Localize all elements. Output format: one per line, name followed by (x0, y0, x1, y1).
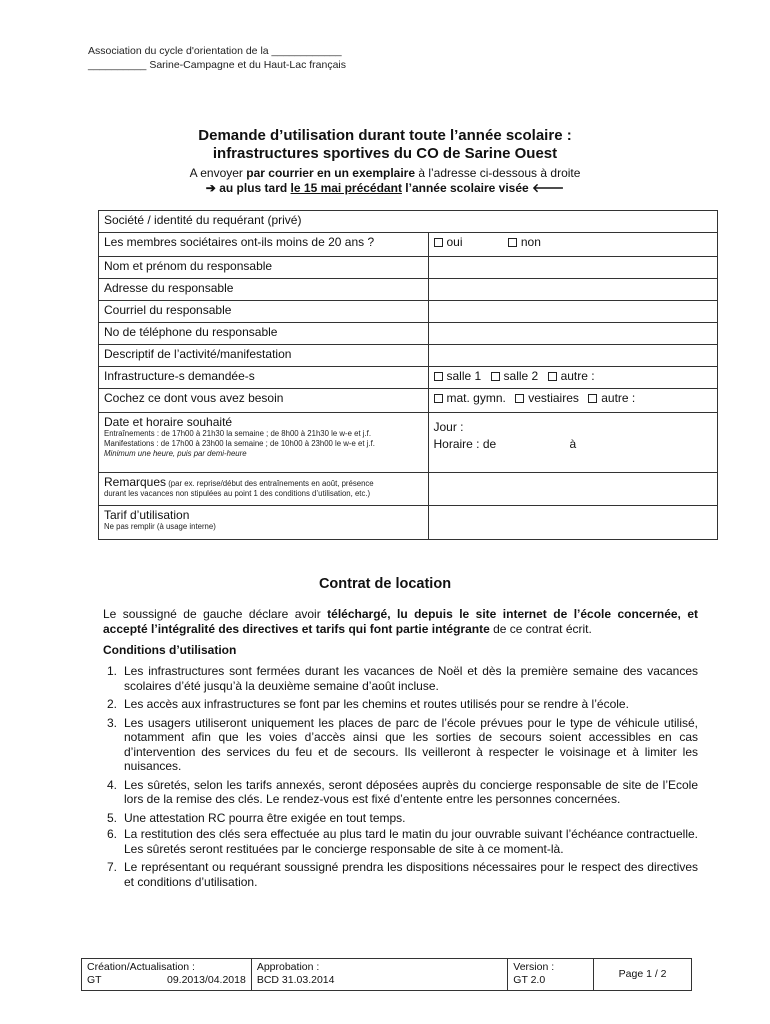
horaire-a-label: à (569, 437, 577, 451)
society-label: Société / identité du requérant (privé) (99, 211, 718, 233)
date-note-1: Entraînements : de 17h00 à 21h30 la semaine ; de 8h00 à 21h30 le w-e et j.f. (104, 429, 372, 438)
checkbox-icon[interactable] (491, 372, 500, 381)
approbation-label: Approbation : (256, 961, 320, 973)
condition-item: 1. Les infrastructures sont fermées durant les vacances de Noël et dès la première semaine des vacances scolaires d’été jusqu’à la deuxième semaine d’août incluse. (107, 664, 698, 693)
conditions-title: Conditions d’utilisation (103, 643, 237, 657)
checkbox-icon[interactable] (434, 372, 443, 381)
form-row-resp-email (99, 301, 718, 323)
date-note-2: Manifestations : de 17h00 à 23h00 la semaine ; de 10h00 à 23h00 le w-e et j.f. (104, 439, 375, 448)
mat-gymn-option[interactable]: mat. gymn. (434, 391, 506, 405)
form-row-infra (99, 367, 718, 389)
activity-field[interactable] (428, 345, 718, 367)
checkbox-icon[interactable] (515, 394, 524, 403)
form-row-tarif (99, 506, 718, 540)
checkbox-icon[interactable] (548, 372, 557, 381)
salle2-option[interactable]: salle 2 (491, 369, 539, 383)
contract-intro: Le soussigné de gauche déclare avoir téléchargé, lu depuis le site internet de l’école concernée, et accepté l’intégralité des directives et tarifs qui font partie intégrante de ce contrat écrit. (103, 607, 698, 636)
creation-label: Création/Actualisation : (87, 961, 195, 973)
condition-item: 6. La restitution des clés sera effectuée au plus tard le matin du jour ouvrable suivant l’échéance contractuelle. Les sûretés seront restituées par le concierge responsable de site à ce moment-là. (107, 827, 698, 856)
checkbox-icon[interactable] (508, 238, 517, 247)
page-number: Page 1 / 2 (594, 959, 692, 991)
vestiaires-option[interactable]: vestiaires (515, 391, 579, 405)
tarif-field (428, 506, 718, 540)
title-line-2: infrastructures sportives du CO de Sarine Ouest (212, 145, 558, 162)
remarks-cell (99, 473, 429, 506)
salle1-option[interactable]: salle 1 (434, 369, 482, 383)
deadline: ➔ au plus tard le 15 mai précédant l’année scolaire visée 🡐 (205, 181, 565, 195)
creation-dates: 09.2013/04.2018 (167, 974, 246, 986)
tarif-note: Ne pas remplir (à usage interne) (104, 522, 216, 531)
condition-item: 7. Le représentant ou requérant soussigné prendra les dispositions nécessaires pour le respect des directives et conditions d’utilisation. (107, 860, 698, 889)
contract-title: Contrat de location (318, 576, 452, 592)
infra-label: Infrastructure-s demandée-s (99, 367, 429, 389)
association-line-1: Association du cycle d'orientation de la ____________ (88, 45, 342, 57)
resp-email-label: Courriel du responsable (99, 301, 429, 323)
checkbox-icon[interactable] (588, 394, 597, 403)
resp-name-label: Nom et prénom du responsable (99, 257, 429, 279)
resp-address-field[interactable] (428, 279, 718, 301)
autre-option[interactable]: autre : (548, 369, 595, 383)
horaire-label: Horaire : de (433, 437, 497, 451)
resp-phone-field[interactable] (428, 323, 718, 345)
form-row-needs (99, 389, 718, 413)
tarif-cell (99, 506, 429, 540)
remarks-field[interactable] (428, 473, 718, 506)
footer-approbation (251, 959, 507, 991)
condition-item: 4. Les sûretés, selon les tarifs annexés, seront déposées auprès du concierge responsable de site de l’Ecole lors de la remise des clés. Le rendez-vous est fixé d’entente entre les personnes concernées. (107, 777, 698, 806)
form-row-remarks (99, 473, 718, 506)
footer-creation (82, 959, 252, 991)
conditions-list (103, 664, 698, 893)
footer-version (508, 959, 594, 991)
remarks-label: Remarques (104, 475, 167, 489)
checkbox-icon[interactable] (434, 394, 443, 403)
form-row-resp-address (99, 279, 718, 301)
members-question-label: Les membres sociétaires ont-ils moins de 20 ans ? (99, 233, 429, 257)
arrow-left-icon: 🡐 (532, 181, 565, 195)
date-note-3: Minimum une heure, puis par demi-heure (104, 449, 247, 458)
non-option[interactable]: non (508, 235, 541, 249)
resp-email-field[interactable] (428, 301, 718, 323)
page-title (0, 127, 770, 163)
resp-address-label: Adresse du responsable (99, 279, 429, 301)
footer-table (81, 958, 692, 991)
send-instructions: A envoyer par courrier en un exemplaire à l’adresse ci-dessous à droite (189, 166, 581, 180)
date-label: Date et horaire souhaité (104, 415, 233, 429)
form-row-members (99, 233, 718, 257)
subtitle (0, 166, 770, 196)
creation-who: GT (87, 974, 102, 986)
resp-name-field[interactable] (428, 257, 718, 279)
infra-options (428, 367, 718, 389)
date-field[interactable] (428, 413, 718, 473)
request-form-table (98, 210, 718, 540)
needs-label: Cochez ce dont vous avez besoin (99, 389, 429, 413)
activity-label: Descriptif de l’activité/manifestation (99, 345, 429, 367)
condition-item: 3. Les usagers utiliseront uniquement les places de parc de l’école prévues pour le type de véhicule utilisé, notamment afin que les voies d’accès ainsi que les sorties de secours soient accessibles en cas d’intervention des services du feu et de secours. Ils veilleront à respecter le voisinage et à limiter les nuisances. (107, 715, 698, 773)
tarif-label: Tarif d’utilisation (104, 508, 190, 522)
version-value: GT 2.0 (513, 974, 546, 986)
form-row-resp-name (99, 257, 718, 279)
jour-label: Jour : (433, 420, 464, 434)
approbation-value: BCD 31.03.2014 (256, 974, 335, 986)
autre2-option[interactable]: autre : (588, 391, 635, 405)
resp-phone-label: No de téléphone du responsable (99, 323, 429, 345)
association-header (88, 44, 346, 72)
oui-option[interactable]: oui (434, 235, 463, 249)
remarks-note-2: durant les vacances non stipulées au point 1 des conditions d’utilisation, etc.) (104, 489, 371, 498)
form-row-resp-phone (99, 323, 718, 345)
form-row-activity (99, 345, 718, 367)
form-row-date (99, 413, 718, 473)
horaire-row (434, 437, 713, 451)
arrow-right-icon: ➔ (205, 181, 216, 195)
date-cell (99, 413, 429, 473)
members-answer (428, 233, 718, 257)
condition-item: 2. Les accès aux infrastructures se font par les chemins et routes utilisés pour se rendre à l’école. (107, 697, 629, 711)
form-row-society (99, 211, 718, 233)
needs-options (428, 389, 718, 413)
version-label: Version : (513, 961, 555, 973)
remarks-note-1: (par ex. reprise/début des entraînements en août, présence (166, 479, 374, 488)
title-line-1: Demande d’utilisation durant toute l’année scolaire : (198, 127, 572, 144)
condition-item: 5. Une attestation RC pourra être exigée en tout temps. (107, 810, 406, 825)
association-line-2: __________ Sarine-Campagne et du Haut-Lac français (88, 59, 347, 71)
checkbox-icon[interactable] (434, 238, 443, 247)
